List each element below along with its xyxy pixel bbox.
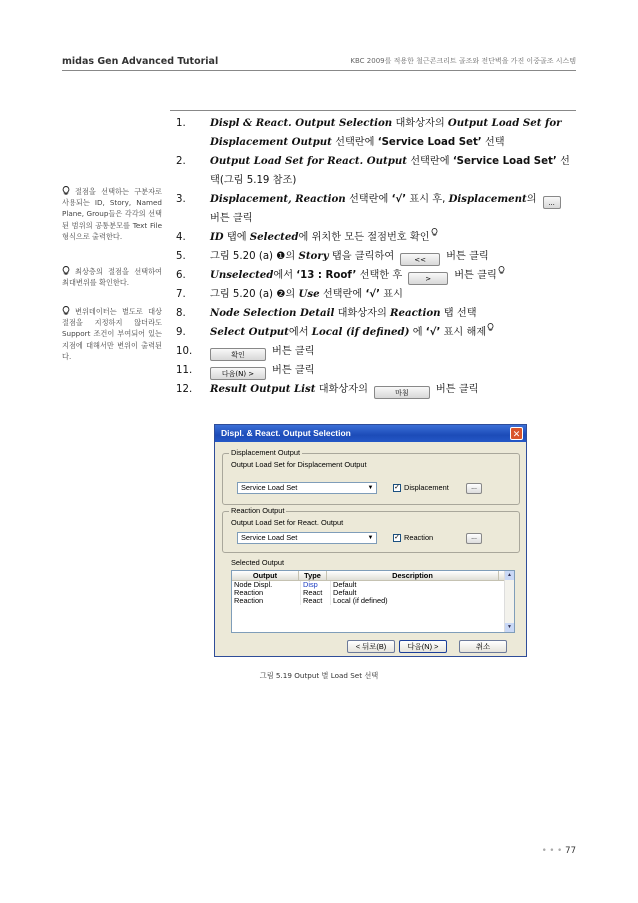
react-detail-button[interactable]: ... bbox=[466, 533, 482, 544]
finish-button: 마침 bbox=[374, 386, 430, 399]
step-3: 3. Displacement, Reaction 선택란에 ‘√’ 표시 후, Displacement의 ...버튼 클릭 bbox=[176, 190, 572, 228]
react-load-set-label: Output Load Set for React. Output bbox=[231, 518, 344, 527]
step-1: 1. Displ & React. Output Selection 대화상자의 Output Load Set for Displacement Output 선택란에 ‘Service Load Set’ 선택 bbox=[176, 117, 562, 148]
table-row[interactable]: Reaction React Default bbox=[232, 589, 514, 597]
page-number: 77 bbox=[565, 846, 576, 856]
content-rule bbox=[170, 110, 576, 111]
selected-output-label: Selected Output bbox=[231, 558, 285, 567]
close-icon[interactable]: ✕ bbox=[510, 427, 523, 440]
reaction-checkbox[interactable]: ✓ bbox=[394, 534, 400, 541]
step-5: 5. 그림 5.20 (a) ❶의 Story 탭을 클릭하여 << 버튼 클릭 bbox=[176, 250, 489, 264]
step-10: 10. 확인 버튼 클릭 bbox=[176, 346, 315, 359]
scroll-up-icon[interactable]: ▲ bbox=[505, 571, 514, 580]
disp-load-set-label: Output Load Set for Displacement Output bbox=[231, 460, 367, 469]
table-scrollbar[interactable] bbox=[504, 571, 514, 632]
step-6: 6. Unselected에서 ‘13 : Roof’ 선택한 후 > 버튼 클릭 bbox=[176, 266, 572, 285]
dialog-title-bar bbox=[215, 425, 526, 442]
scroll-down-icon[interactable]: ▼ bbox=[505, 623, 514, 632]
dot-icon: • • • bbox=[541, 846, 563, 856]
displacement-checkbox-label: Displacement bbox=[404, 483, 449, 492]
lightbulb-icon bbox=[62, 266, 70, 275]
ok-button: 확인 bbox=[210, 348, 266, 361]
disp-load-set-combo[interactable]: Service Load Set ▼ bbox=[237, 482, 377, 494]
step-9: 9. Select Output에서 Local (if defined) 에 ‘√’ 표시 해제 bbox=[176, 323, 572, 342]
running-header-subtitle: KBC 2009를 적용한 철근콘크리트 골조와 전단벽을 가진 이중골조 시스템 bbox=[350, 57, 576, 65]
step-4: 4. ID 탭에 Selected에 위치한 모든 절점번호 확인 bbox=[176, 228, 572, 247]
lightbulb-icon bbox=[431, 228, 438, 236]
add-all-button: << bbox=[400, 253, 440, 266]
running-header-title: midas Gen Advanced Tutorial bbox=[62, 56, 219, 67]
displacement-checkbox[interactable]: ✓ bbox=[394, 484, 400, 491]
table-row[interactable]: Reaction React Local (if defined) bbox=[232, 597, 514, 605]
lightbulb-icon bbox=[487, 323, 494, 331]
table-row[interactable]: Node Displ. Disp Default bbox=[232, 581, 514, 589]
displacement-output-group: Displacement Output Output Load Set for Displacement Output Service Load Set ▼ ✓ Displacement ... bbox=[222, 453, 520, 505]
step-12: 12. Result Output List 대화상자의 마침 버튼 클릭 bbox=[176, 383, 479, 397]
react-load-set-combo[interactable]: Service Load Set ▼ bbox=[237, 532, 377, 544]
ellipsis-button: ... bbox=[543, 196, 561, 209]
step-11: 11. 다음(N) > 버튼 클릭 bbox=[176, 365, 315, 378]
sidebar-note-3: 변위데이터는 별도로 대상 절점을 지정하지 않더라도 Support 조건이 부여되어 있는 지점에 대해서만 변위이 출력된다. bbox=[62, 307, 162, 361]
chevron-down-icon: ▼ bbox=[367, 535, 374, 541]
sidebar-note-2: 최상층의 절점을 선택하여 최대변위를 확인한다. bbox=[62, 267, 162, 288]
step-8: 8. Node Selection Detail 대화상자의 Reaction 탭 선택 bbox=[176, 307, 477, 319]
next-dialog-button[interactable]: 다음(N) > bbox=[399, 640, 447, 653]
reaction-output-group: Reaction Output Output Load Set for React. Output Service Load Set ▼ ✓ Reaction ... bbox=[222, 511, 520, 553]
disp-detail-button[interactable]: ... bbox=[466, 483, 482, 494]
next-button: 다음(N) > bbox=[210, 367, 266, 380]
dialog-title: Displ. & React. Output Selection bbox=[221, 428, 351, 438]
sidebar-note-1: 절점을 선택하는 구분자로 사용되는 ID, Story, Named Plane, Group들은 각각의 선택된 범위의 공통분모를 Text File 형식으로 출력한다. bbox=[62, 187, 162, 241]
table-header: Output Type Description bbox=[232, 571, 514, 581]
page-footer bbox=[542, 846, 576, 856]
header-rule bbox=[62, 70, 576, 71]
figure-caption: 그림 5.19 Output 별 Load Set 선택 bbox=[259, 671, 379, 680]
step-7: 7. 그림 5.20 (a) ❷의 Use 선택란에 ‘√’ 표시 bbox=[176, 288, 403, 300]
lightbulb-icon bbox=[62, 306, 70, 315]
step-list bbox=[176, 114, 572, 399]
output-selection-dialog bbox=[214, 424, 527, 657]
selected-output-table[interactable] bbox=[231, 570, 515, 633]
lightbulb-icon bbox=[498, 266, 505, 274]
cancel-button[interactable]: 취소 bbox=[459, 640, 507, 653]
back-button[interactable]: < 뒤로(B) bbox=[347, 640, 395, 653]
step-2: 2. Output Load Set for React. Output 선택란에 ‘Service Load Set’ 선택(그림 5.19 참조) bbox=[176, 155, 570, 186]
lightbulb-icon bbox=[62, 186, 70, 195]
move-button: > bbox=[408, 272, 448, 285]
chevron-down-icon: ▼ bbox=[367, 485, 374, 491]
reaction-checkbox-label: Reaction bbox=[404, 533, 434, 542]
